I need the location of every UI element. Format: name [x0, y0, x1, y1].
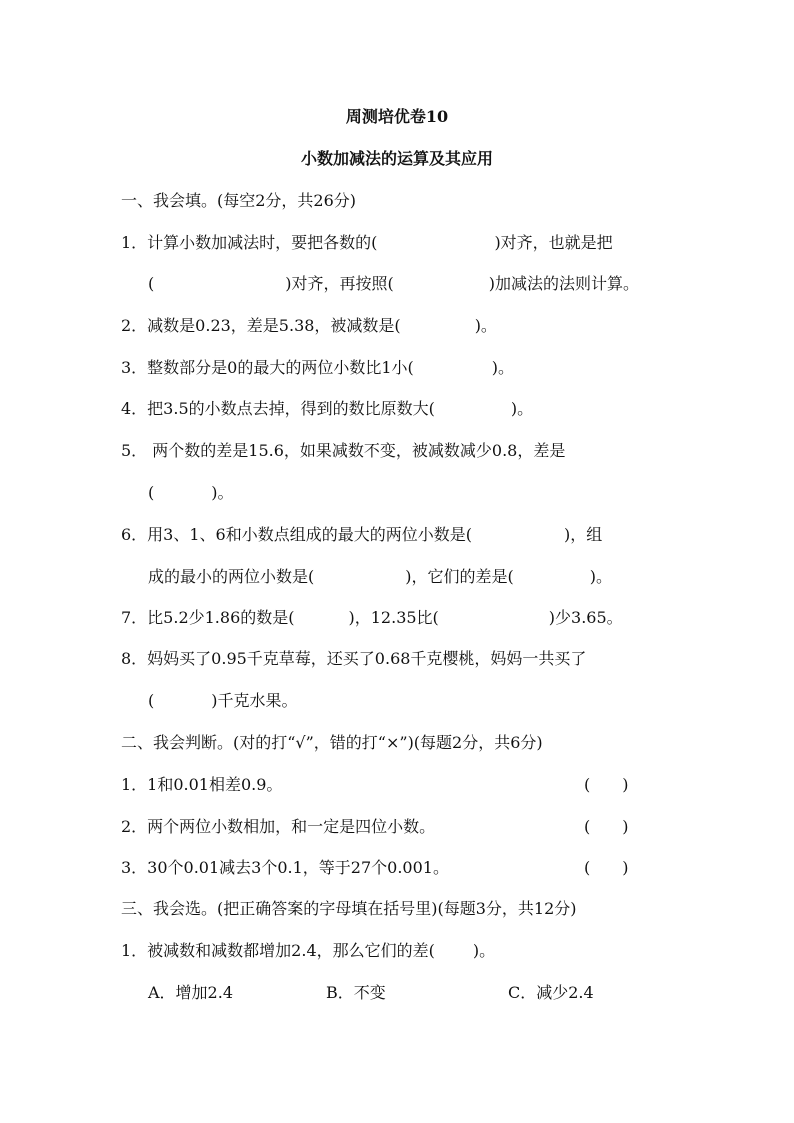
section1-heading: 一、我会填。(每空2分，共26分) [121, 191, 357, 210]
q2-line: 2．减数是0.23，差是5.38，被减数是( )。 [121, 316, 497, 335]
judge-paren-3[interactable]: ( ) [584, 858, 629, 877]
judge-item-3: 3．30个0.01减去3个0.1，等于27个0.001。 [121, 858, 449, 877]
q8-line1: 8．妈妈买了0.95千克草莓，还买了0.68千克樱桃，妈妈一共买了 [121, 649, 587, 668]
option-a[interactable]: A．增加2.4 [148, 983, 234, 1002]
q6-line1: 6．用3、1、6和小数点组成的最大的两位小数是( )，组 [121, 525, 603, 544]
q3-line: 3．整数部分是0的最大的两位小数比1小( )。 [121, 358, 515, 377]
option-c[interactable]: C．减少2.4 [508, 983, 594, 1002]
q7-line: 7．比5.2少1.86的数是( )，12.35比( )少3.65。 [121, 608, 623, 627]
judge-paren-2[interactable]: ( ) [584, 817, 629, 836]
section2-heading: 二、我会判断。(对的打“√”，错的打“×”)(每题2分，共6分) [121, 733, 543, 752]
q5-line2: ( )。 [148, 483, 234, 502]
q5-line1: 5． 两个数的差是15.6，如果减数不变，被减数减少0.8，差是 [121, 441, 566, 460]
q4-line: 4．把3.5的小数点去掉，得到的数比原数大( )。 [121, 399, 534, 418]
judge-paren-1[interactable]: ( ) [584, 775, 629, 794]
choice-q1-line: 1．被减数和减数都增加2.4，那么它们的差( )。 [121, 941, 496, 960]
page-subtitle: 小数加减法的运算及其应用 [300, 149, 493, 168]
judge-item-2: 2．两个两位小数相加，和一定是四位小数。 [121, 817, 436, 836]
q8-line2: ( )千克水果。 [148, 691, 298, 710]
option-b[interactable]: B．不变 [326, 983, 386, 1002]
page-title: 周测培优卷10 [345, 107, 449, 126]
judge-item-1: 1．1和0.01相差0.9。 [121, 775, 283, 794]
q1-line2: ( )对齐，再按照( )加减法的法则计算。 [148, 274, 639, 293]
section3-heading: 三、我会选。(把正确答案的字母填在括号里)(每题3分，共12分) [121, 899, 577, 918]
q1-line1: 1．计算小数加减法时，要把各数的( )对齐，也就是把 [121, 233, 613, 252]
q6-line2: 成的最小的两位小数是( )，它们的差是( )。 [148, 567, 612, 586]
